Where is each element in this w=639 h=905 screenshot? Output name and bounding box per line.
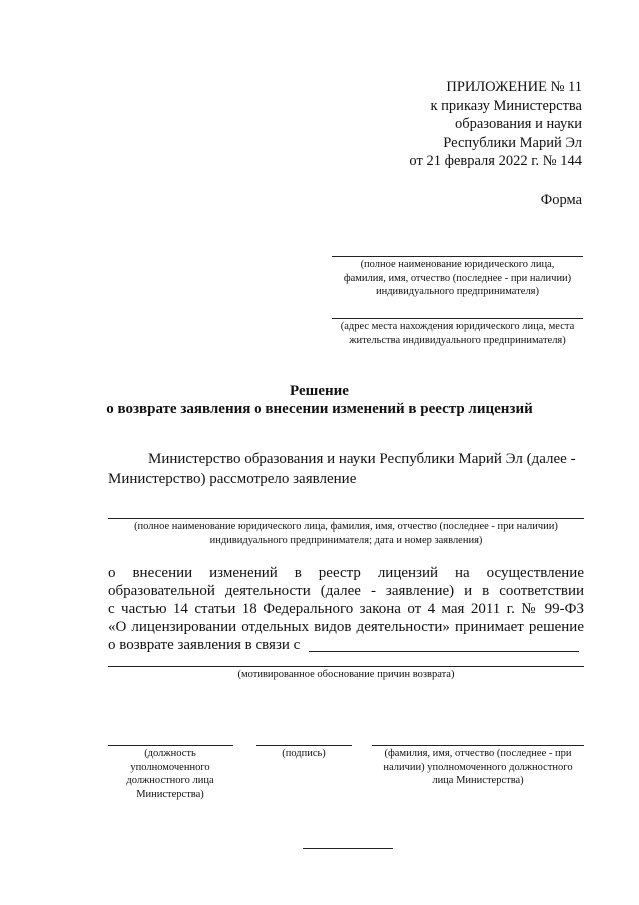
applicant-name-caption-3: индивидуального предпринимателя) (375, 286, 540, 297)
bottom-separator (303, 848, 393, 849)
signature-line (256, 745, 352, 746)
main-line-1: о внесении изменений в реестр лицензий на осуществление (108, 565, 584, 581)
intro-line-2: Министерство) рассмотрело заявление (108, 471, 357, 487)
main-paragraph (108, 564, 584, 654)
applicant-name-caption-1: (полное наименование юридического лица, (360, 259, 555, 270)
form-label: Форма (540, 192, 582, 208)
main-line-4: «О лицензировании отдельных видов деятельности» принимает решение (108, 619, 584, 635)
reason-caption: (мотивированное обоснование причин возврата) (237, 669, 455, 680)
position-caption (100, 747, 240, 801)
position-caption-1: (должность (144, 748, 196, 759)
appendix-republic: Республики Марий Эл (443, 134, 582, 151)
fio-line (372, 745, 584, 746)
appendix-order-date: от 21 февраля 2022 г. № 144 (409, 153, 582, 169)
body-applicant-caption-2: индивидуального предпринимателя; дата и номер заявления) (209, 534, 483, 546)
reason-line (108, 666, 584, 667)
applicant-address-line (332, 318, 583, 319)
fio-caption-3: лица Министерства) (432, 775, 524, 786)
applicant-name-caption (322, 258, 593, 299)
fio-caption (366, 747, 590, 788)
position-line (108, 745, 233, 746)
body-applicant-caption-1: (полное наименование юридического лица, фамилия, имя, отчество (последнее - при наличии) (134, 521, 558, 532)
appendix-number: ПРИЛОЖЕНИЕ № 11 (446, 79, 582, 95)
document-title-line-2: о возврате заявления о внесении изменений в реестр лицензий (106, 401, 533, 417)
applicant-address-caption-1: (адрес места нахождения юридического лица, места (340, 321, 575, 332)
signature-caption: (подпись) (282, 748, 326, 759)
main-line-3: с частью 14 статьи 18 Федерального закона от 4 мая 2011 г. № 99-ФЗ (108, 601, 584, 617)
reason-inline-line (309, 651, 579, 652)
fio-caption-2: наличии) уполномоченного должностного (383, 761, 573, 773)
document-title (0, 382, 639, 418)
fio-caption-1: (фамилия, имя, отчество (последнее - при (384, 748, 572, 759)
applicant-address-caption (322, 320, 593, 347)
intro-line-1: Министерство образования и науки Республики Марий Эл (далее - (148, 451, 576, 467)
document-title-line-1: Решение (290, 383, 349, 399)
main-line-5: о возврате заявления в связи с (108, 637, 301, 653)
position-caption-4: Министерства) (136, 788, 204, 800)
position-caption-3: должностного лица (126, 775, 214, 786)
appendix-ministry: образования и науки (454, 116, 582, 132)
applicant-address-caption-2: жительства индивидуального предпринимателя) (349, 334, 566, 346)
main-line-2: образовательной деятельности (далее - заявление) и в соответствии (108, 583, 584, 599)
applicant-name-line (332, 256, 583, 257)
body-applicant-caption (100, 520, 592, 547)
body-applicant-line (108, 518, 584, 519)
applicant-name-caption-2: фамилия, имя, отчество (последнее - при наличии) (343, 272, 572, 284)
position-caption-2: уполномоченного (130, 761, 210, 773)
appendix-order-ref: к приказу Министерства (430, 97, 582, 114)
appendix-header (342, 78, 582, 171)
